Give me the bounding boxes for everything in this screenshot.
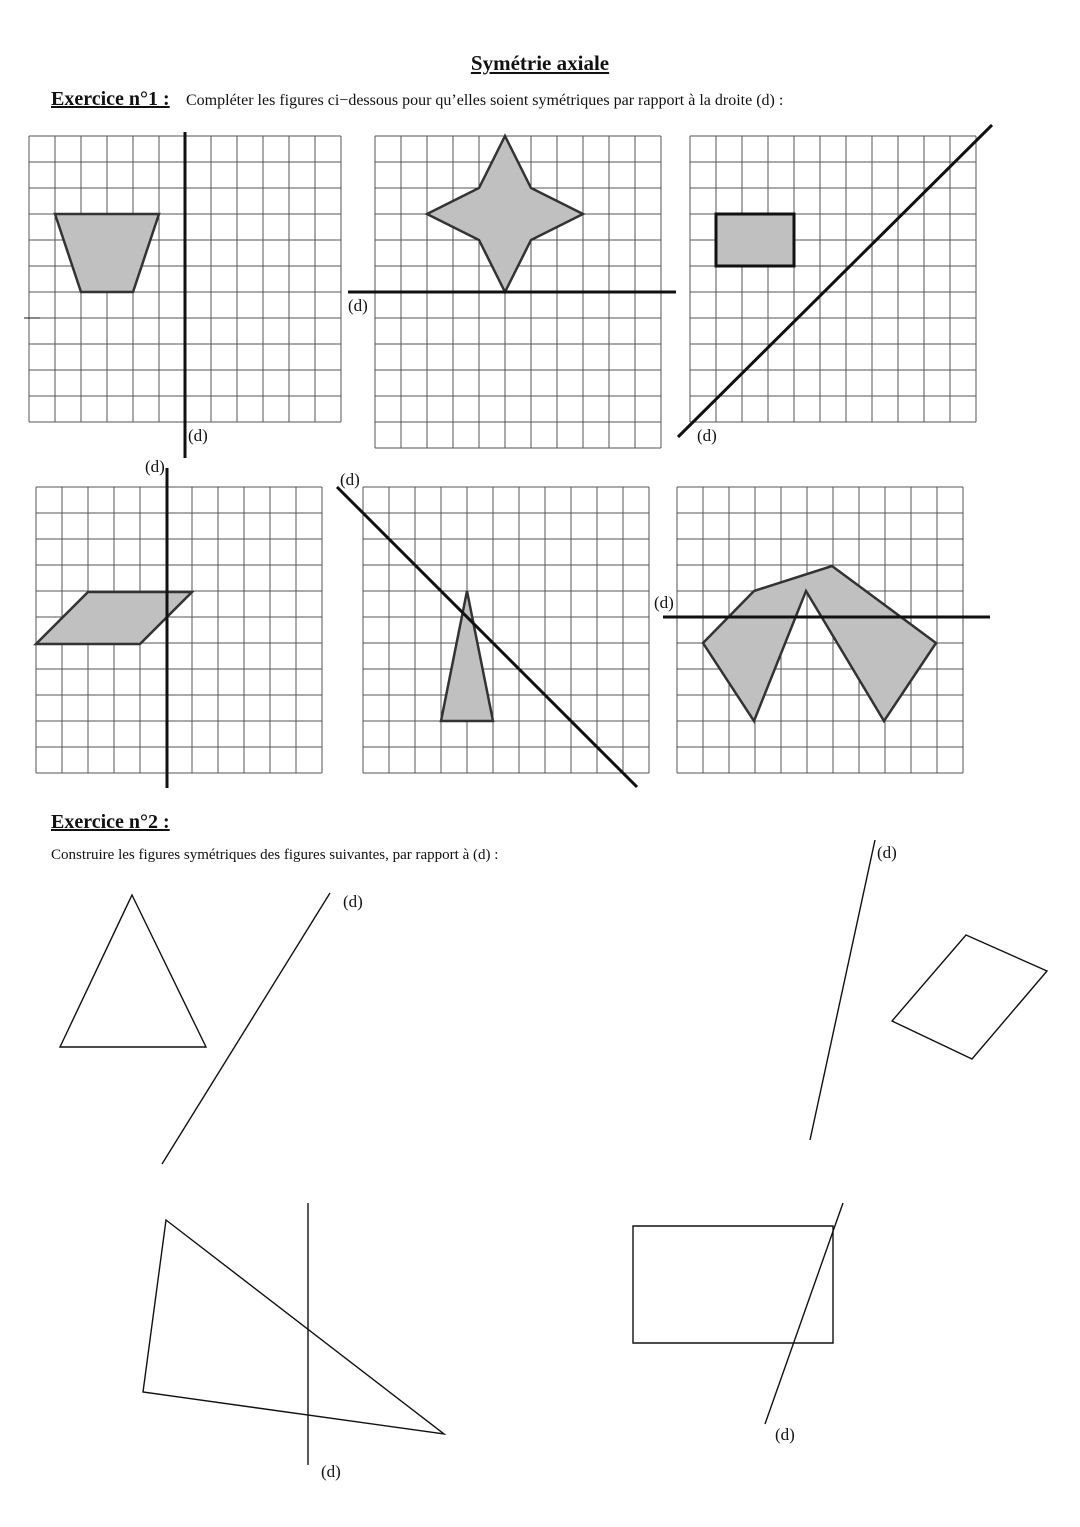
axis-label-d-8: (d) (877, 843, 897, 862)
axis-label-d-3: (d) (697, 426, 717, 445)
exercise-2-instruction: Construire les figures symétriques des figures suivantes, par rapport à (d) : (51, 847, 499, 863)
grid-5-lines (363, 487, 649, 773)
axis-label-d-2: (d) (348, 296, 368, 315)
parallelogram-shape (36, 592, 192, 644)
axis-label-d-1: (d) (188, 426, 208, 445)
axis-label-d-9: (d) (321, 1462, 341, 1481)
ex2-triangle-1 (60, 895, 206, 1047)
exercise-1-heading: Exercice n°1 : (51, 88, 170, 110)
exercise-2-layer (60, 840, 1047, 1465)
axis-label-d-4: (d) (145, 457, 165, 476)
ex2-triangle-2 (143, 1220, 444, 1434)
ex2-parallelogram (892, 935, 1047, 1059)
axis-3 (678, 125, 992, 437)
trapezoid-shape (55, 214, 159, 292)
axis-label-d-5: (d) (340, 470, 360, 489)
label-layer (145, 296, 897, 1481)
axis-5 (337, 487, 637, 787)
ex2-axis-2 (810, 840, 875, 1140)
grid-3-lines (690, 136, 976, 422)
grid-5 (363, 487, 649, 773)
axis-label-d-6: (d) (654, 593, 674, 612)
grid-3 (690, 136, 976, 422)
axis-label-d-10: (d) (775, 1425, 795, 1444)
ex2-axis-4 (765, 1203, 843, 1424)
exercise-1-instruction: Compléter les figures ci−dessous pour qu’elles soient symétriques par rapport à la droite (d) : (186, 92, 784, 109)
ex2-rectangle (633, 1226, 833, 1343)
exercise-2-heading: Exercice n°2 : (51, 811, 170, 833)
star-shape (427, 136, 583, 292)
ex2-axis-1 (162, 893, 330, 1164)
page-title: Symétrie axiale (470, 51, 610, 75)
axis-label-d-7: (d) (343, 892, 363, 911)
rectangle-shape (716, 214, 794, 266)
shape-layer (36, 136, 936, 721)
triangle-shape (441, 591, 493, 721)
